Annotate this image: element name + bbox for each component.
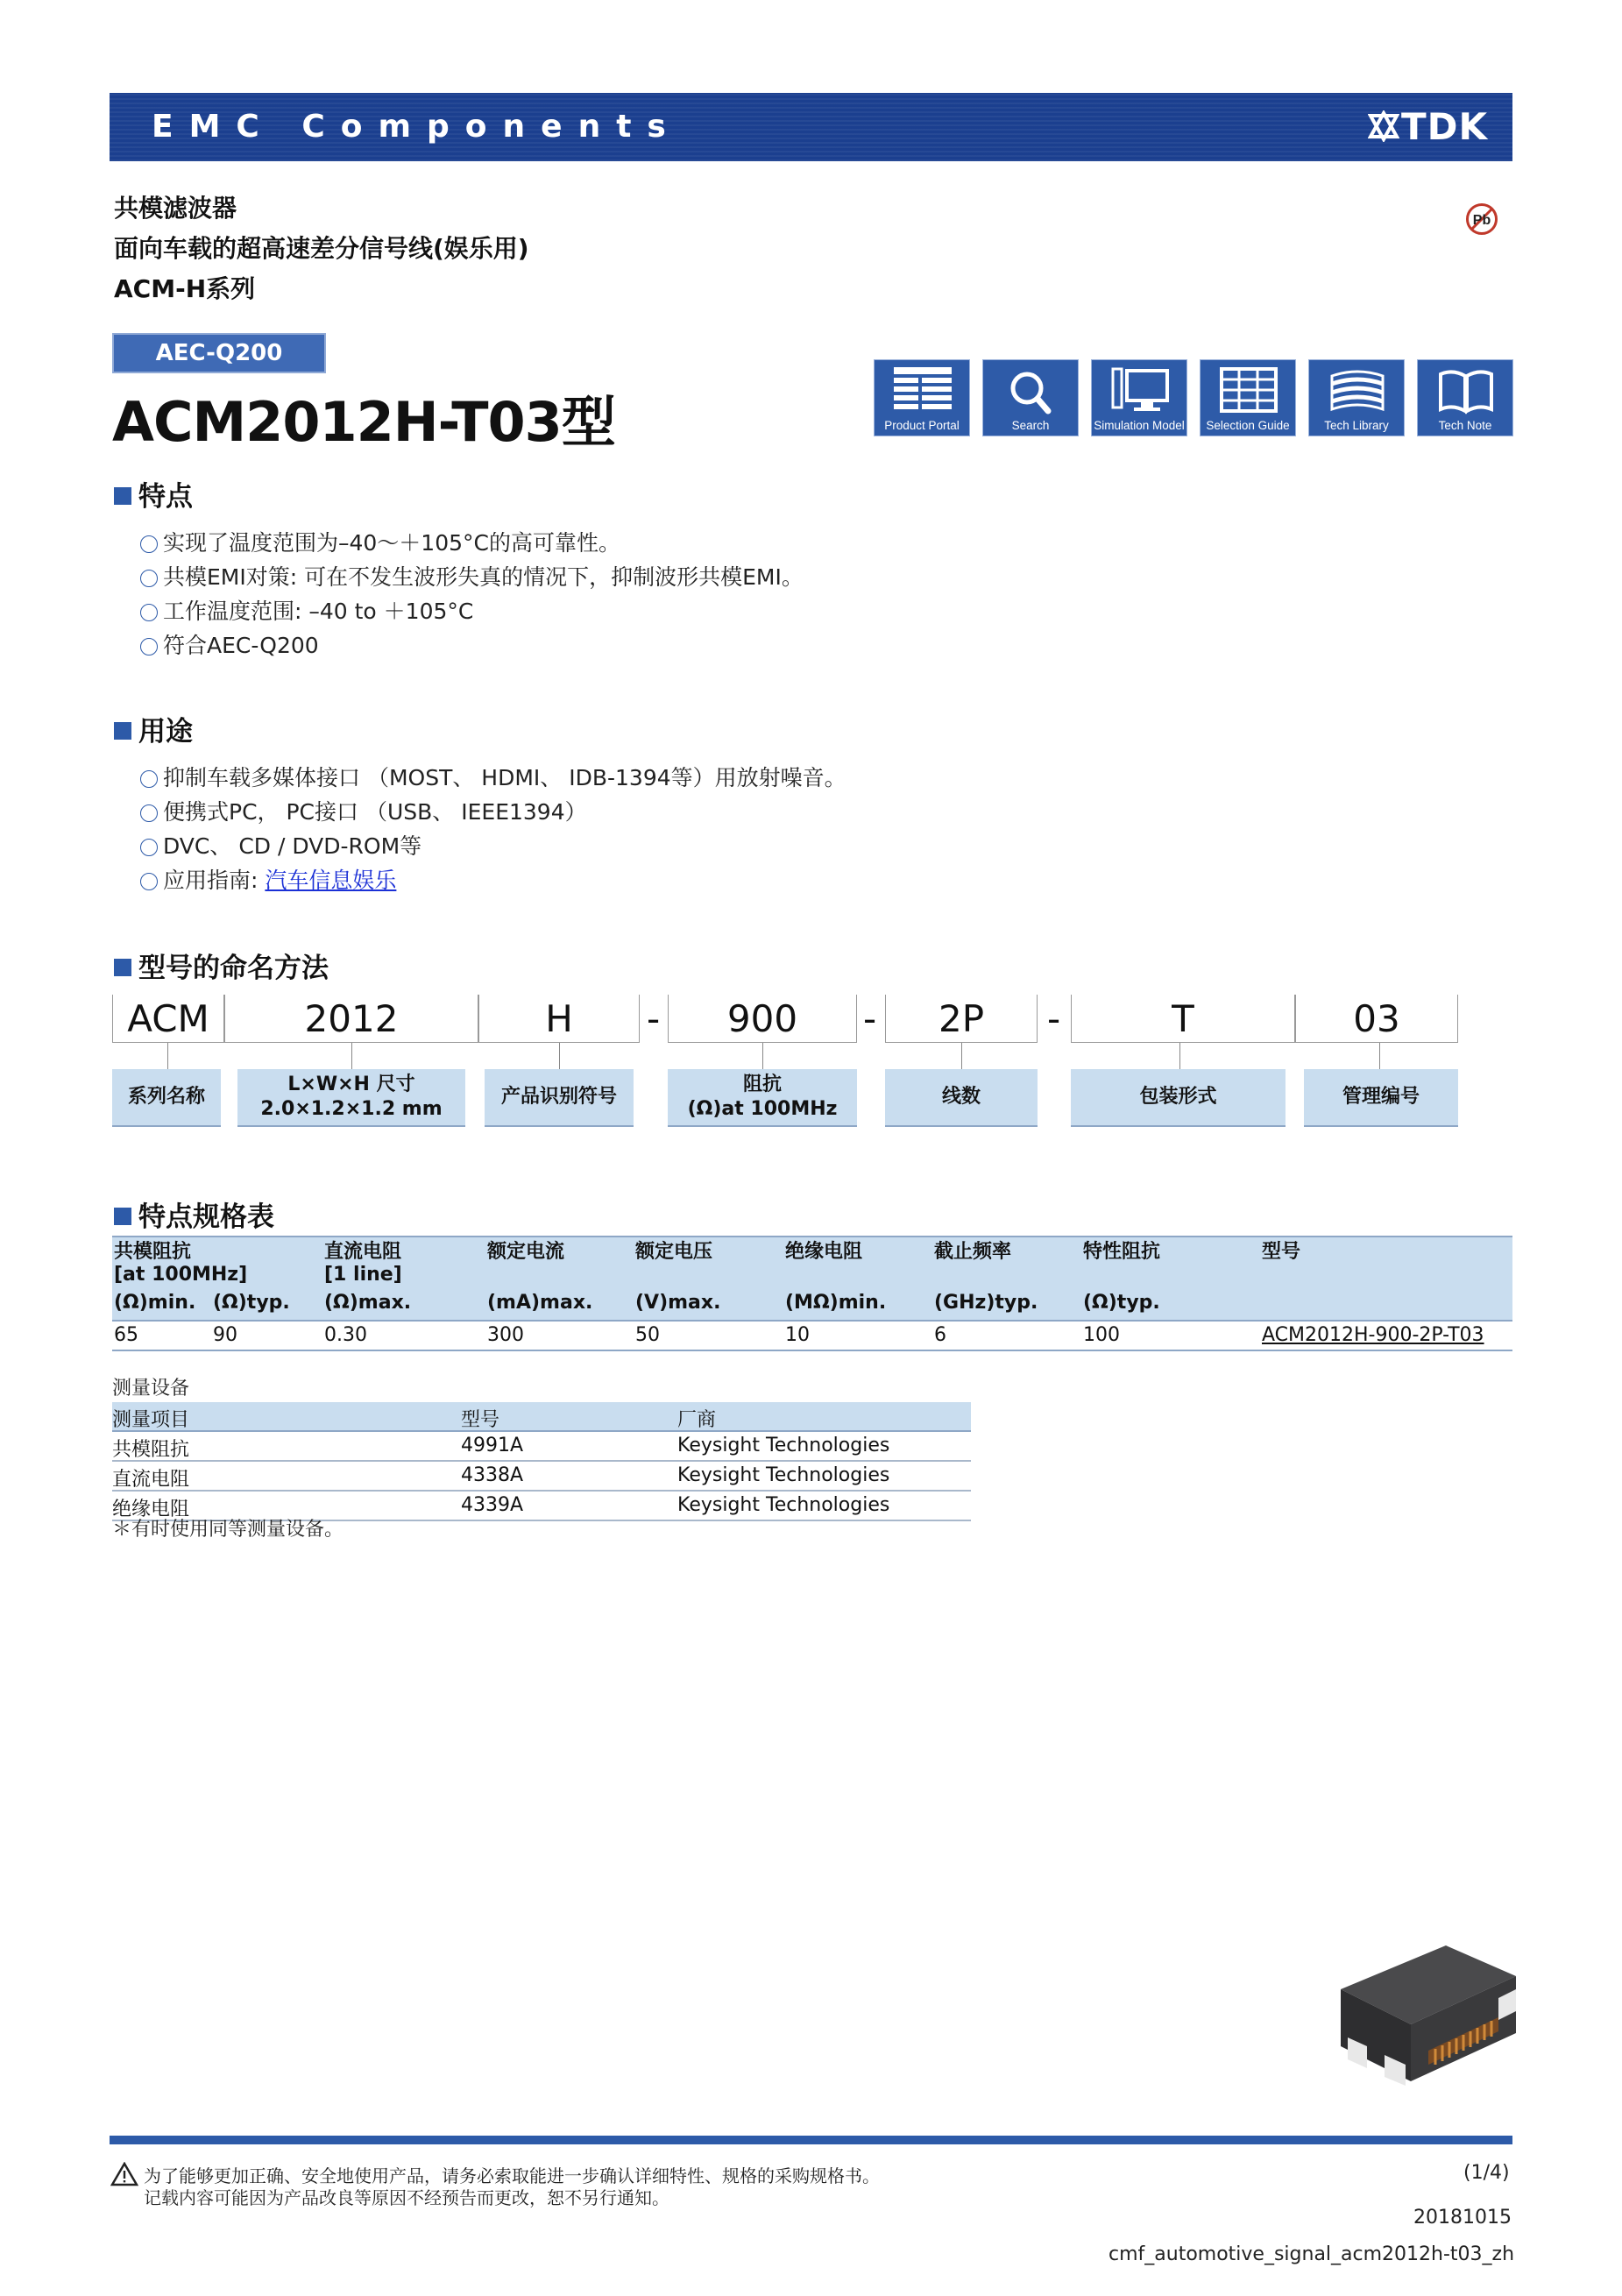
application-text: 便携式PC， PC接口 （USB、 IEEE1394）: [163, 799, 587, 825]
bullet-circle-icon: [140, 535, 158, 553]
meas-cell: Keysight Technologies: [677, 1494, 890, 1516]
part-code-management: 03: [1295, 995, 1458, 1043]
naming-label-size: L×W×H 尺寸 2.0×1.2×1.2 mm: [237, 1069, 465, 1127]
naming-label-impedance: 阻抗 (Ω)at 100MHz: [668, 1069, 857, 1127]
feature-text: 符合AEC-Q200: [163, 633, 319, 658]
col-rated-voltage: 额定电压: [635, 1241, 713, 1263]
connector-line: [351, 1043, 352, 1069]
product-portal-icon: [894, 367, 952, 416]
cell-current: 300: [487, 1324, 524, 1346]
applications-heading: [114, 709, 193, 748]
section-square-icon: [114, 959, 131, 976]
part-code-identifier: H: [478, 995, 640, 1043]
naming-heading-text: 型号的命名方法: [138, 953, 329, 984]
section-square-icon: [114, 1208, 131, 1225]
measurement-title: 测量设备: [112, 1378, 190, 1400]
footer-warning-line-1: 为了能够更加正确、安全地使用产品，请务必索取能进一步确认详细特性、规格的采购规格书。: [144, 2165, 880, 2186]
section-square-icon: [114, 722, 131, 740]
connector-line: [1179, 1043, 1180, 1069]
banner-title: EMC Components: [152, 109, 682, 145]
simulation-model-icon: [1111, 367, 1169, 416]
connector-line: [961, 1043, 962, 1069]
meas-col-item: 测量项目: [112, 1409, 190, 1431]
naming-heading: [114, 946, 329, 985]
cell-cutoff: 6: [934, 1324, 946, 1346]
application-item: [140, 795, 587, 826]
col-cm-impedance: 共模阻抗: [114, 1241, 192, 1263]
pb-free-icon: [1465, 202, 1498, 236]
meas-col-maker: 厂商: [677, 1409, 717, 1431]
meas-cell: 共模阻抗: [112, 1439, 190, 1461]
meas-col-model: 型号: [461, 1409, 500, 1431]
naming-label-packaging: 包装形式: [1071, 1069, 1286, 1127]
bullet-circle-icon: [140, 804, 158, 822]
application-guide-prefix: 应用指南:: [163, 868, 266, 893]
col-insulation-unit: (MΩ)min.: [785, 1292, 887, 1314]
feature-item: [140, 526, 620, 557]
part-code-lines: 2P: [885, 995, 1038, 1043]
col-char-impedance-unit: (Ω)typ.: [1083, 1292, 1160, 1314]
col-char-impedance: 特性阻抗: [1083, 1241, 1161, 1263]
col-rated-current-unit: (mA)max.: [487, 1292, 593, 1314]
connector-line: [559, 1043, 560, 1069]
cell-char-impedance: 100: [1083, 1324, 1120, 1346]
tech-library-label: Tech Library: [1324, 419, 1389, 432]
col-typ: (Ω)typ.: [213, 1292, 290, 1314]
table-row: [112, 1322, 1512, 1351]
feature-text: 实现了温度范围为–40～＋105°C的高可靠性。: [163, 530, 620, 556]
col-dc-unit: (Ω)max.: [324, 1292, 412, 1314]
meas-cell: 4338A: [461, 1464, 524, 1486]
search-icon: [1002, 367, 1060, 416]
col-rated-voltage-unit: (V)max.: [635, 1292, 721, 1314]
warning-icon: [110, 2162, 138, 2186]
naming-label-series: 系列名称: [112, 1069, 221, 1127]
part-code-dash: -: [863, 997, 877, 1040]
meas-cell: 直流电阻: [112, 1469, 190, 1491]
application-item: [140, 829, 421, 861]
feature-item: [140, 560, 804, 592]
part-code-packaging: T: [1071, 995, 1295, 1043]
search-label: Search: [1011, 419, 1050, 432]
cell-insulation: 10: [785, 1324, 810, 1346]
feature-item: [140, 594, 473, 626]
page-title: ACM2012H-T03型: [112, 390, 615, 454]
selection-guide-label: Selection Guide: [1206, 419, 1290, 432]
measurement-table: [112, 1402, 971, 1521]
selection-guide-button[interactable]: [1200, 359, 1296, 436]
footer-bar: [110, 2136, 1512, 2144]
product-portal-label: Product Portal: [884, 419, 960, 432]
bullet-circle-icon: [140, 570, 158, 587]
spec-table: [112, 1236, 1512, 1351]
col-cm-freq: [at 100MHz]: [114, 1264, 248, 1286]
tdk-logo-mark-icon: [1368, 110, 1399, 142]
part-code-dash: -: [647, 997, 661, 1040]
document-date: 20181015: [1413, 2207, 1512, 2229]
features-heading: [114, 474, 193, 514]
measurement-note: ＊有时使用同等测量设备。: [112, 1519, 344, 1541]
cell-typ: 90: [213, 1324, 237, 1346]
table-row: [112, 1432, 971, 1462]
tdk-logo: [1368, 105, 1488, 148]
document-name: cmf_automotive_signal_acm2012h-t03_zh: [1108, 2243, 1515, 2265]
application-text: 抑制车载多媒体接口 （MOST、 HDMI、 IDB-1394等）用放射噪音。: [163, 765, 846, 790]
col-insulation: 绝缘电阻: [785, 1241, 863, 1263]
meas-cell: 4991A: [461, 1435, 524, 1456]
col-rated-current: 额定电流: [487, 1241, 565, 1263]
application-item: [140, 761, 846, 792]
tdk-logo-text: TDK: [1400, 105, 1488, 148]
spec-table-header: [112, 1236, 1512, 1322]
spec-table-heading-text: 特点规格表: [138, 1201, 274, 1233]
col-dc-line: [1 line]: [324, 1264, 402, 1286]
col-cutoff-unit: (GHz)typ.: [934, 1292, 1038, 1314]
connector-line: [1379, 1043, 1380, 1069]
cell-min: 65: [114, 1324, 138, 1346]
bullet-circle-icon: [140, 770, 158, 788]
naming-label-management: 管理编号: [1304, 1069, 1458, 1127]
page-number: (1/4): [1463, 2162, 1510, 2184]
product-portal-button[interactable]: [874, 359, 970, 436]
part-code-dash: -: [1047, 997, 1061, 1040]
tech-note-button[interactable]: [1417, 359, 1513, 436]
category-line-1: 共模滤波器: [114, 194, 237, 223]
bullet-circle-icon: [140, 873, 158, 890]
features-heading-text: 特点: [138, 481, 193, 513]
naming-label-lines: 线数: [885, 1069, 1038, 1127]
part-code-impedance: 900: [668, 995, 857, 1043]
meas-cell: Keysight Technologies: [677, 1435, 890, 1456]
category-line-2: 面向车载的超高速差分信号线(娱乐用): [114, 234, 529, 263]
tech-note-icon: [1437, 367, 1495, 416]
col-dc-resistance: 直流电阻: [324, 1241, 402, 1263]
part-code-size: 2012: [224, 995, 478, 1043]
category-line-3: ACM-H系列: [114, 274, 256, 303]
connector-line: [762, 1043, 763, 1069]
tech-note-label: Tech Note: [1438, 419, 1492, 432]
selection-guide-icon: [1220, 367, 1278, 416]
pb-icon-text: Pb: [1472, 213, 1491, 228]
part-code-series: ACM: [112, 995, 224, 1043]
meas-cell: 4339A: [461, 1494, 524, 1516]
simulation-model-label: Simulation Model: [1094, 419, 1185, 432]
product-image: [1332, 1928, 1525, 2094]
tech-library-button[interactable]: [1308, 359, 1405, 436]
feature-item: [140, 628, 319, 660]
col-part-number: 型号: [1262, 1241, 1301, 1263]
bullet-circle-icon: [140, 638, 158, 655]
spec-table-heading: [114, 1194, 274, 1234]
feature-text: 工作温度范围: –40 to ＋105°C: [163, 599, 474, 624]
bullet-circle-icon: [140, 839, 158, 856]
col-min: (Ω)min.: [114, 1292, 196, 1314]
bullet-circle-icon: [140, 604, 158, 621]
simulation-model-button[interactable]: [1091, 359, 1187, 436]
cell-voltage: 50: [635, 1324, 660, 1346]
aec-q200-badge: AEC-Q200: [112, 333, 326, 373]
footer-warning-line-2: 记载内容可能因为产品改良等原因不经预告而更改，恕不另行通知。: [144, 2187, 669, 2208]
search-button[interactable]: [982, 359, 1079, 436]
meas-cell: Keysight Technologies: [677, 1464, 890, 1486]
connector-line: [167, 1043, 168, 1069]
automotive-infotainment-link[interactable]: 汽车信息娱乐: [265, 868, 397, 893]
col-cutoff: 截止频率: [934, 1241, 1012, 1263]
cell-dc: 0.30: [324, 1324, 367, 1346]
feature-text: 共模EMI对策: 可在不发生波形失真的情况下，抑制波形共模EMI。: [163, 564, 804, 590]
tech-library-icon: [1328, 367, 1386, 416]
section-square-icon: [114, 487, 131, 505]
measurement-header-row: [112, 1402, 971, 1432]
table-row: [112, 1462, 971, 1492]
applications-heading-text: 用途: [138, 716, 193, 748]
application-text: DVC、 CD / DVD-ROM等: [163, 833, 422, 859]
header-banner: [110, 93, 1512, 161]
naming-label-identifier: 产品识别符号: [485, 1069, 634, 1127]
part-number-link[interactable]: ACM2012H-900-2P-T03: [1262, 1324, 1484, 1346]
application-guide-item: [140, 863, 396, 895]
meas-cell: 绝缘电阻: [112, 1499, 190, 1520]
